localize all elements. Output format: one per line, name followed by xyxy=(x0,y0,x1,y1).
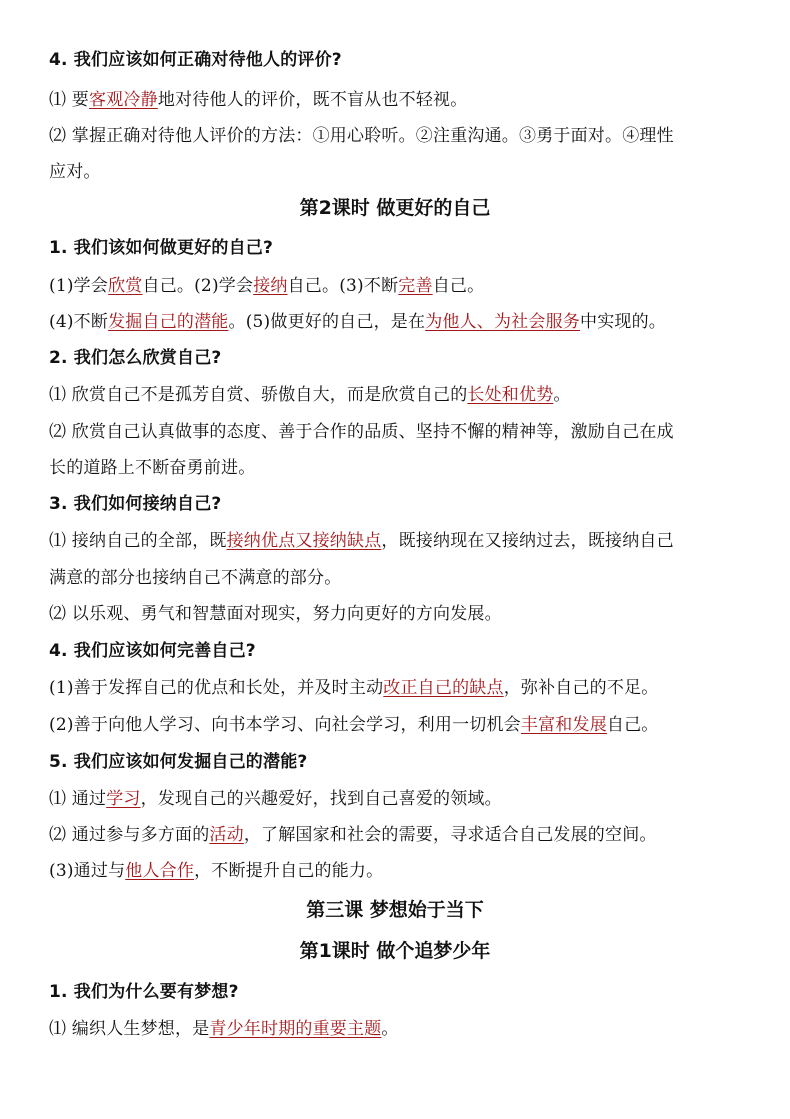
answer-text: 地对待他人的评价，既不盲从也不轻视。 xyxy=(157,90,468,110)
answer-line xyxy=(49,274,484,298)
question-heading: 5. 我们应该如何发掘自己的潜能? xyxy=(49,752,308,772)
answer-line xyxy=(49,713,659,737)
answer-line xyxy=(49,88,467,112)
answer-line-continued: 长的道路上不断奋勇前进。 xyxy=(49,458,256,478)
answer-text: (1)善于发挥自己的优点和长处，并及时主动 xyxy=(49,678,384,698)
key-phrase: 他人合作 xyxy=(125,861,195,881)
answer-text: 自己。 xyxy=(432,276,485,296)
key-phrase: 丰富和发展 xyxy=(520,715,607,735)
answer-text: ⑵ 通过参与多方面的 xyxy=(49,825,210,845)
answer-line xyxy=(49,787,502,811)
key-phrase: 活动 xyxy=(209,825,244,845)
answer-text: (4)不断 xyxy=(49,312,109,332)
answer-line-continued: 应对。 xyxy=(49,162,101,182)
question-heading: 4. 我们应该如何正确对待他人的评价? xyxy=(49,50,342,70)
answer-text: 自己。(2)学会 xyxy=(142,276,254,296)
answer-text: 中实现的。 xyxy=(580,312,666,332)
key-phrase: 客观冷静 xyxy=(89,90,158,110)
answer-text: ，了解国家和社会的需要，寻求适合自己发展的空间。 xyxy=(243,825,657,845)
answer-text: ⑴ 要 xyxy=(49,90,90,110)
answer-line: ⑵ 欣赏自己认真做事的态度、善于合作的品质、坚持不懈的精神等，激励自己在成 xyxy=(49,422,674,442)
answer-text: ⑴ 通过 xyxy=(49,789,107,809)
lesson-title: 第1课时 做个追梦少年 xyxy=(299,940,491,962)
answer-line xyxy=(49,383,571,407)
lesson-title: 第2课时 做更好的自己 xyxy=(299,197,491,219)
answer-text: 。 xyxy=(381,1019,399,1039)
key-phrase: 接纳优点又接纳缺点 xyxy=(226,531,382,551)
answer-line: ⑵ 以乐观、勇气和智慧面对现实，努力向更好的方向发展。 xyxy=(49,604,502,624)
answer-text: 自己。 xyxy=(606,715,659,735)
key-phrase: 接纳 xyxy=(253,276,288,296)
answer-line: ⑵ 掌握正确对待他人评价的方法：①用心聆听。②注重沟通。③勇于面对。④理性 xyxy=(49,126,674,146)
answer-text: (3)通过与 xyxy=(49,861,126,881)
answer-text: (1)学会 xyxy=(49,276,109,296)
answer-line xyxy=(49,676,659,700)
key-phrase: 学习 xyxy=(106,789,141,809)
answer-text: 。 xyxy=(553,385,571,405)
answer-text: 自己。(3)不断 xyxy=(287,276,399,296)
key-phrase: 完善 xyxy=(398,276,433,296)
question-heading: 3. 我们如何接纳自己? xyxy=(49,494,222,514)
answer-line xyxy=(49,310,666,334)
answer-text: (2)善于向他人学习、向书本学习、向社会学习，利用一切机会 xyxy=(49,715,521,735)
key-phrase: 长处和优势 xyxy=(467,385,554,405)
question-heading: 2. 我们怎么欣赏自己? xyxy=(49,348,222,368)
answer-text: ，弥补自己的不足。 xyxy=(503,678,659,698)
answer-text: ，不断提升自己的能力。 xyxy=(194,861,384,881)
key-phrase: 发掘自己的潜能 xyxy=(108,312,229,332)
answer-text: ，发现自己的兴趣爱好，找到自己喜爱的领域。 xyxy=(140,789,502,809)
key-phrase: 为他人、为社会服务 xyxy=(425,312,580,332)
key-phrase: 改正自己的缺点 xyxy=(383,678,504,698)
answer-text: 。(5)做更好的自己，是在 xyxy=(228,312,426,332)
answer-text: ，既接纳现在又接纳过去，既接纳自己 xyxy=(381,531,674,551)
question-heading: 1. 我们该如何做更好的自己? xyxy=(49,238,274,258)
answer-line xyxy=(49,823,657,847)
answer-text: ⑴ 接纳自己的全部，既 xyxy=(49,531,227,551)
answer-line xyxy=(49,1017,399,1041)
question-heading: 4. 我们应该如何完善自己? xyxy=(49,641,256,661)
key-phrase: 青少年时期的重要主题 xyxy=(209,1019,382,1039)
question-heading: 1. 我们为什么要有梦想? xyxy=(49,982,239,1002)
answer-line xyxy=(49,529,674,553)
answer-line xyxy=(49,859,383,883)
answer-text: ⑴ 欣赏自己不是孤芳自赏、骄傲自大，而是欣赏自己的 xyxy=(49,385,468,405)
course-title: 第三课 梦想始于当下 xyxy=(306,899,484,921)
answer-text: ⑴ 编织人生梦想，是 xyxy=(49,1019,210,1039)
key-phrase: 欣赏 xyxy=(108,276,143,296)
answer-line-continued: 满意的部分也接纳自己不满意的部分。 xyxy=(49,568,342,588)
